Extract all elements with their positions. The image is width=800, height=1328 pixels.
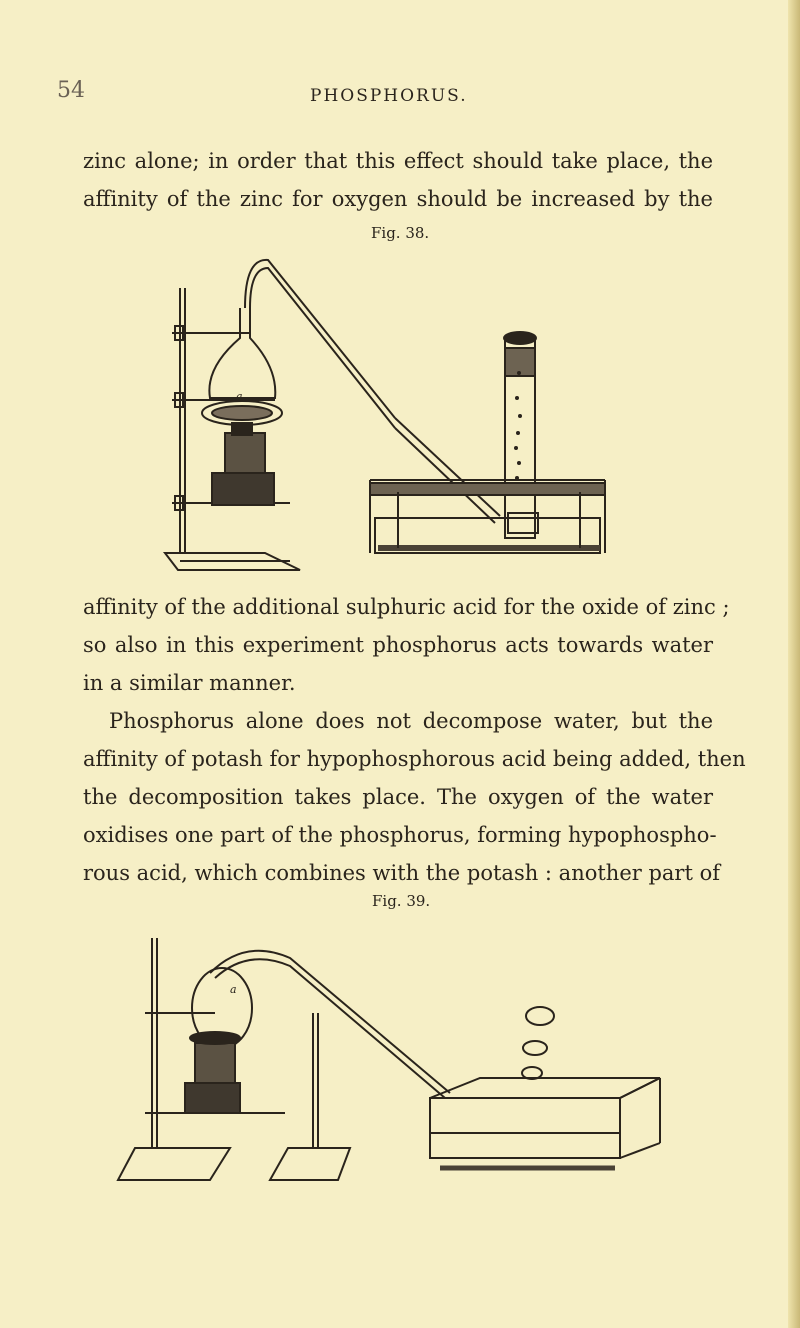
figure-39-illustration [0,918,800,1198]
figure-39-caption: Fig. 39. [372,892,431,910]
text-line: affinity of the additional sulphuric acid for the oxide of zinc ; [83,595,730,619]
paragraph-top [83,142,713,218]
text-line: so also in this experiment phosphorus acts towards water [83,633,713,657]
paragraph-middle [83,588,730,702]
text-line: affinity of potash for hypophosphorous acid being added, then [83,747,746,771]
figure-38-caption: Fig. 38. [371,224,430,242]
text-line: affinity of the zinc for oxygen should be increased by the [83,187,713,211]
paragraph-bottom [83,702,746,892]
figure-38-mark: a [236,390,243,403]
text-line: zinc alone; in order that this effect should take place, the [83,149,713,173]
figure-39-mark: a [230,983,237,996]
text-line: Phosphorus alone does not decompose water, but the [109,709,713,733]
text-line: rous acid, which combines with the potash : another part of [83,861,721,885]
text-line: in a similar manner. [83,671,296,695]
figure-38-illustration [0,248,800,588]
page-number: 54 [57,78,85,103]
text-line: the decomposition takes place. The oxygen of the water [83,785,713,809]
text-line: oxidises one part of the phosphorus, forming hypophospho- [83,823,717,847]
running-head: PHOSPHORUS. [310,86,468,106]
